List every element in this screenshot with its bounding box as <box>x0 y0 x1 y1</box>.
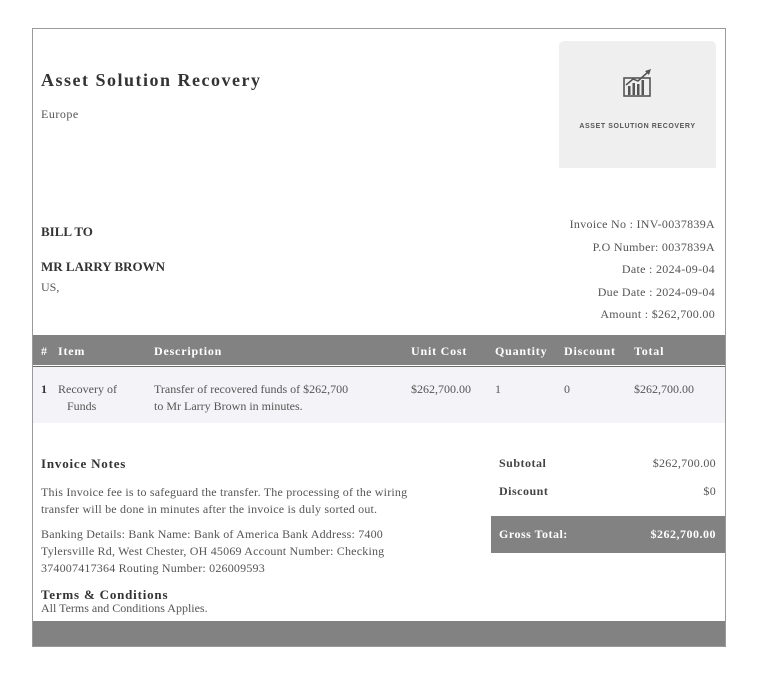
terms-title: Terms & Conditions <box>41 587 169 602</box>
discount-value: $0 <box>703 484 716 498</box>
row-item-line2: Funds <box>67 399 97 413</box>
banking-line-2: Tylersville Rd, West Chester, OH 45069 Account Number: Checking <box>41 544 385 558</box>
invoice-meta <box>570 213 715 326</box>
client-name: MR LARRY BROWN <box>41 259 166 274</box>
invoice-number: Invoice No : INV-0037839A <box>569 217 715 231</box>
gross-total-value: $262,700.00 <box>650 527 716 541</box>
invoice-page <box>32 28 726 647</box>
po-number: P.O Number: 0037839A <box>592 239 715 254</box>
company-region: Europe <box>41 107 79 121</box>
discount-label: Discount <box>499 484 549 498</box>
due-date: Due Date : 2024-09-04 <box>597 284 715 299</box>
subtotal-value: $262,700.00 <box>652 456 716 470</box>
notes-line-2: transfer will be done in minutes after the invoice is duly sorted out. <box>41 502 378 516</box>
invoice-notes-title: Invoice Notes <box>41 456 127 471</box>
gross-total-label: Gross Total: <box>499 527 568 541</box>
table-header <box>33 335 725 365</box>
gross-total-bar <box>491 516 725 553</box>
header-description: Description <box>154 344 223 358</box>
bar-chart-growth-icon <box>623 69 653 97</box>
client-country: US, <box>41 280 60 294</box>
subtotal-label: Subtotal <box>499 456 547 470</box>
bill-to-label: BILL TO <box>41 224 93 239</box>
row-description-line2: to Mr Larry Brown in minutes. <box>154 399 303 413</box>
invoice-amount: Amount : $262,700.00 <box>600 307 715 321</box>
row-item-line1: Recovery of <box>58 382 117 396</box>
row-number: 1 <box>41 382 47 396</box>
header-total: Total <box>634 344 665 358</box>
header-number: # <box>41 344 48 358</box>
banking-details <box>41 526 491 577</box>
row-quantity: 1 <box>495 382 501 396</box>
banking-line-1: Banking Details: Bank Name: Bank of America Bank Address: 7400 <box>41 527 384 541</box>
header-discount: Discount <box>564 344 616 358</box>
row-total: $262,700.00 <box>634 382 694 396</box>
header-unit-cost: Unit Cost <box>411 344 468 358</box>
header-item: Item <box>58 344 86 358</box>
company-name: Asset Solution Recovery <box>41 70 262 90</box>
company-logo <box>559 41 716 168</box>
row-unit-cost: $262,700.00 <box>411 382 471 396</box>
row-description <box>154 381 404 415</box>
terms-text: All Terms and Conditions Applies. <box>41 601 208 615</box>
row-description-line1: Transfer of recovered funds of $262,700 <box>154 382 349 396</box>
header-quantity: Quantity <box>495 344 548 358</box>
invoice-notes-text <box>41 484 491 518</box>
table-row <box>33 366 725 423</box>
row-discount: 0 <box>564 382 570 396</box>
banking-line-3: 374007417364 Routing Number: 026009593 <box>41 561 265 575</box>
footer-bar <box>33 621 725 646</box>
row-item <box>58 381 148 415</box>
notes-line-1: This Invoice fee is to safeguard the transfer. The processing of the wiring <box>41 485 408 499</box>
invoice-date: Date : 2024-09-04 <box>621 262 715 276</box>
logo-text: ASSET SOLUTION RECOVERY <box>579 123 696 130</box>
